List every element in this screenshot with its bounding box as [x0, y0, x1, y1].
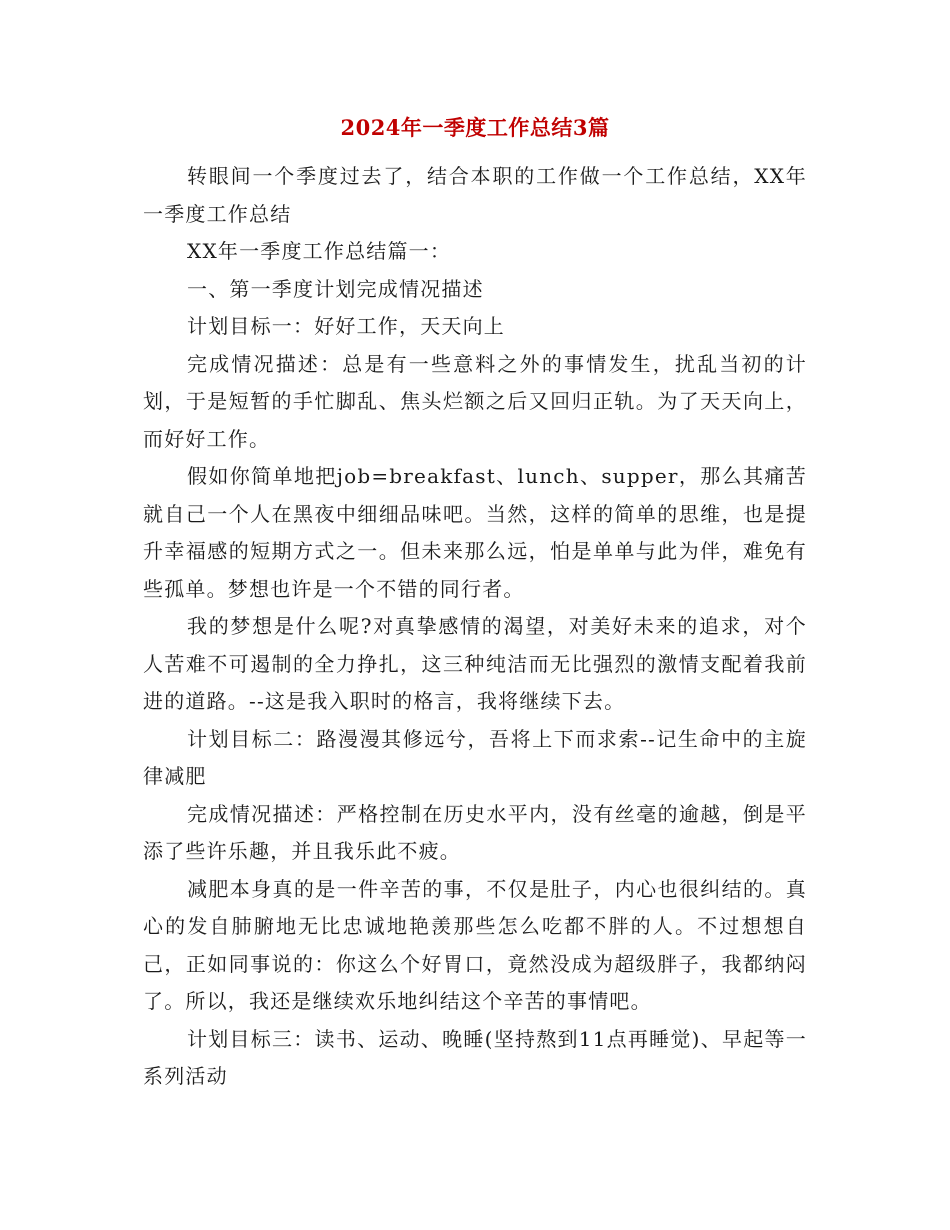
document-title: 2024年一季度工作总结3篇 [340, 115, 610, 140]
paragraph-section-heading: XX年一季度工作总结篇一： [187, 239, 452, 263]
paragraph-subheading: 一、第一季度计划完成情况描述 [187, 276, 484, 301]
paragraph-dream: 我的梦想是什么呢?对真挚感情的渴望，对美好未来的追求，对个人苦难不可遏制的全力挣扎，这三种纯洁而无比强烈的激情支配着我前进的道路。--这是我入职时的格言，我将继续下去。 [143, 614, 807, 713]
paragraph-job: 假如你简单地把job=breakfast、lunch、supper，那么其痛苦就自己一个人在黑夜中细细品味吧。当然，这样的简单的思维，也是提升幸福感的短期方式之一。但未来那么远，怕是单单与此为伴，难免有些孤单。梦想也许是一个不错的同行者。 [143, 464, 807, 601]
paragraph-goal-one: 计划目标一：好好工作，天天向上 [187, 314, 505, 338]
paragraph-goal-two-description: 完成情况描述：严格控制在历史水平内，没有丝毫的逾越，倒是平添了些许乐趣，并且我乐此不疲。 [143, 801, 807, 863]
paragraph-intro: 转眼间一个季度过去了，结合本职的工作做一个工作总结，XX年一季度工作总结 [143, 164, 807, 226]
document-body [143, 158, 807, 1096]
paragraph-diet: 减肥本身真的是一件辛苦的事，不仅是肚子，内心也很纠结的。真心的发自肺腑地无比忠诚地艳羡那些怎么吃都不胖的人。不过想想自己，正如同事说的：你这么个好胃口，竟然没成为超级胖子，我都纳闷了。所以，我还是继续欢乐地纠结这个辛苦的事情吧。 [143, 876, 807, 1013]
paragraph-goal-three: 计划目标三：读书、运动、晚睡(坚持熬到11点再睡觉)、早起等一系列活动 [143, 1026, 807, 1088]
paragraph-goal-two: 计划目标二：路漫漫其修远兮，吾将上下而求索--记生命中的主旋律减肥 [143, 726, 807, 788]
paragraph-goal-one-description: 完成情况描述：总是有一些意料之外的事情发生，扰乱当初的计划，于是短暂的手忙脚乱、焦头烂额之后又回归正轨。为了天天向上，而好好工作。 [143, 351, 807, 451]
